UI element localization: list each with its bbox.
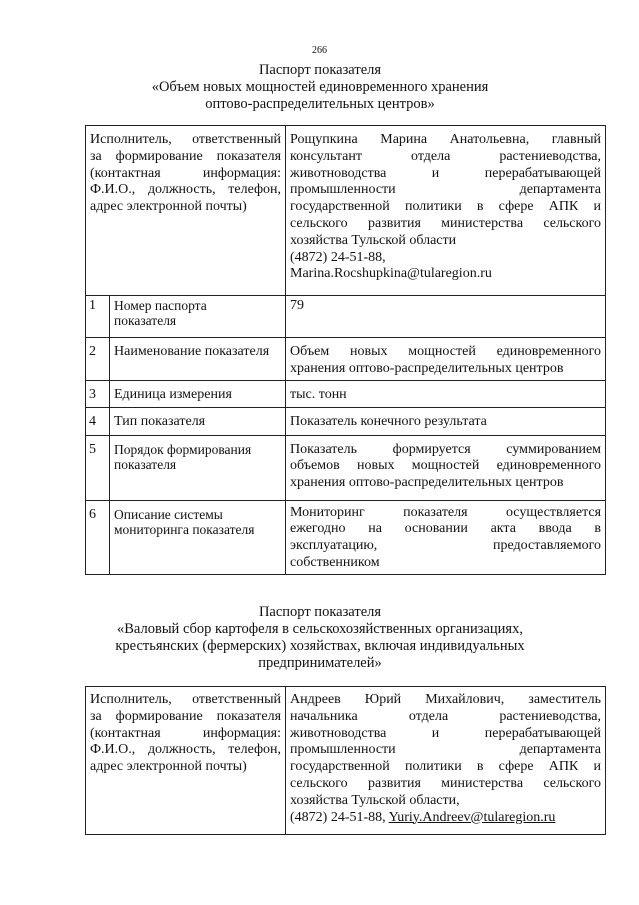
row-value: [286, 380, 606, 407]
contact-email: Marina.Rocshupkina@tularegion.ru: [290, 266, 492, 282]
passport-row: [86, 296, 606, 338]
text-line: Показатель формируется суммированием: [290, 441, 602, 457]
text-line: промышленности департамента: [290, 182, 602, 198]
passport-1-table: [85, 125, 606, 575]
passport-row: [86, 500, 606, 574]
row-value: [286, 500, 606, 574]
row-number: 3: [86, 380, 110, 407]
text-line: объемов новых мощностей единовременного: [290, 458, 602, 474]
row-label: [110, 338, 286, 381]
text-line: начальника отдела растениеводства,: [290, 708, 602, 724]
text-line: консультант отдела растениеводства,: [290, 148, 602, 164]
text-line: Единица измерения: [114, 386, 232, 402]
text-line: тыс. тонн: [290, 386, 347, 402]
executor-label-cell: [86, 126, 286, 296]
text-line: за формирование показателя: [90, 708, 282, 724]
text-line: Мониторинг показателя осуществляется: [290, 504, 602, 520]
row-value: [286, 407, 606, 435]
text-line: ежегодно на основании акта ввода в: [290, 521, 602, 537]
row-value: [286, 296, 606, 338]
passport-heading: Паспорт показателя: [258, 604, 382, 620]
text-line: (контактная информация:: [90, 725, 282, 741]
email-link[interactable]: Yuriy.Andreev@tularegion.ru: [388, 809, 556, 825]
passport-row: [86, 407, 606, 435]
text-line: адрес электронной почты): [90, 199, 247, 215]
contact-phone: (4872) 24-51-88,: [290, 249, 386, 265]
text-line: хранения оптово-распределительных центров: [290, 475, 564, 491]
text-line: 79: [290, 298, 305, 313]
text-line: показателя: [114, 313, 177, 328]
page-number: 266: [312, 45, 327, 56]
passport-subtitle-line: оптово-распределительных центров»: [205, 96, 435, 112]
text-line: эксплуатацию, предоставляемого: [290, 538, 602, 554]
row-label: [110, 296, 286, 338]
text-line: Описание системы: [114, 506, 223, 522]
executor-label-cell: [86, 687, 286, 835]
text-line: хранения оптово-распределительных центров: [290, 360, 564, 376]
text-line: Исполнитель, ответственный: [90, 692, 282, 707]
executor-row: [86, 687, 606, 835]
passport-row: [86, 338, 606, 381]
text-line: животноводства и перерабатывающей: [290, 725, 602, 741]
passport-subtitle-line: «Объем новых мощностей единовременного хранения: [151, 79, 489, 95]
text-line: хозяйства Тульской области,: [290, 792, 460, 808]
text-line: Показатель конечного результата: [290, 413, 487, 429]
text-line: Ф.И.О., должность, телефон,: [90, 182, 282, 198]
text-line: (контактная информация:: [90, 165, 282, 181]
text-line: Исполнитель, ответственный: [90, 132, 282, 147]
row-number: 2: [86, 338, 110, 381]
executor-row: [86, 126, 606, 296]
text-line: показателя: [114, 456, 177, 472]
text-line: за формирование показателя: [90, 148, 282, 164]
passport-2-table: [85, 686, 606, 835]
passport-subtitle-line: предпринимателей»: [258, 655, 382, 671]
passport-2-title: [60, 604, 580, 672]
row-label: [110, 380, 286, 407]
passport-row: [86, 435, 606, 500]
row-label: [110, 500, 286, 574]
text-line: собственником: [290, 554, 380, 570]
text-line: Рощупкина Марина Анатольевна, главный: [290, 132, 602, 147]
row-number: 5: [86, 435, 110, 500]
contact-phone: (4872) 24-51-88,: [290, 809, 386, 825]
text-line: Объем новых мощностей единовременного: [290, 344, 602, 359]
text-line: Андреев Юрий Михайлович, заместитель: [290, 692, 602, 707]
row-number: 6: [86, 500, 110, 574]
contact-line: [290, 810, 601, 827]
text-line: Тип показателя: [114, 413, 206, 429]
text-line: животноводства и перерабатывающей: [290, 165, 602, 181]
text-line: адрес электронной почты): [90, 759, 247, 775]
text-line: сельского развития министерства сельского: [290, 775, 602, 791]
text-line: Номер паспорта: [114, 298, 207, 313]
passport-row: [86, 380, 606, 407]
passport-heading: Паспорт показателя: [258, 62, 382, 78]
executor-value-cell: [286, 126, 606, 296]
row-label: [110, 435, 286, 500]
passport-1-title: [60, 62, 580, 113]
row-value: [286, 338, 606, 381]
row-number: 1: [86, 296, 110, 338]
text-line: государственной политики в сфере АПК и: [290, 759, 602, 775]
row-label: [110, 407, 286, 435]
row-number: 4: [86, 407, 110, 435]
passport-subtitle-line: крестьянских (фермерских) хозяйствах, включая индивидуальных: [115, 638, 525, 654]
text-line: Порядок формирования: [114, 441, 252, 457]
passport-subtitle-line: «Валовый сбор картофеля в сельскохозяйственных организациях,: [117, 621, 523, 637]
text-line: промышленности департамента: [290, 742, 602, 758]
text-line: мониторинга показателя: [114, 521, 255, 537]
text-line: государственной политики в сфере АПК и: [290, 199, 602, 215]
text-line: Наименование показателя: [114, 344, 270, 359]
text-line: сельского развития министерства сельского: [290, 215, 602, 231]
executor-value-cell: [286, 687, 606, 835]
row-value: [286, 435, 606, 500]
text-line: Ф.И.О., должность, телефон,: [90, 742, 282, 758]
text-line: хозяйства Тульской области: [290, 232, 457, 248]
